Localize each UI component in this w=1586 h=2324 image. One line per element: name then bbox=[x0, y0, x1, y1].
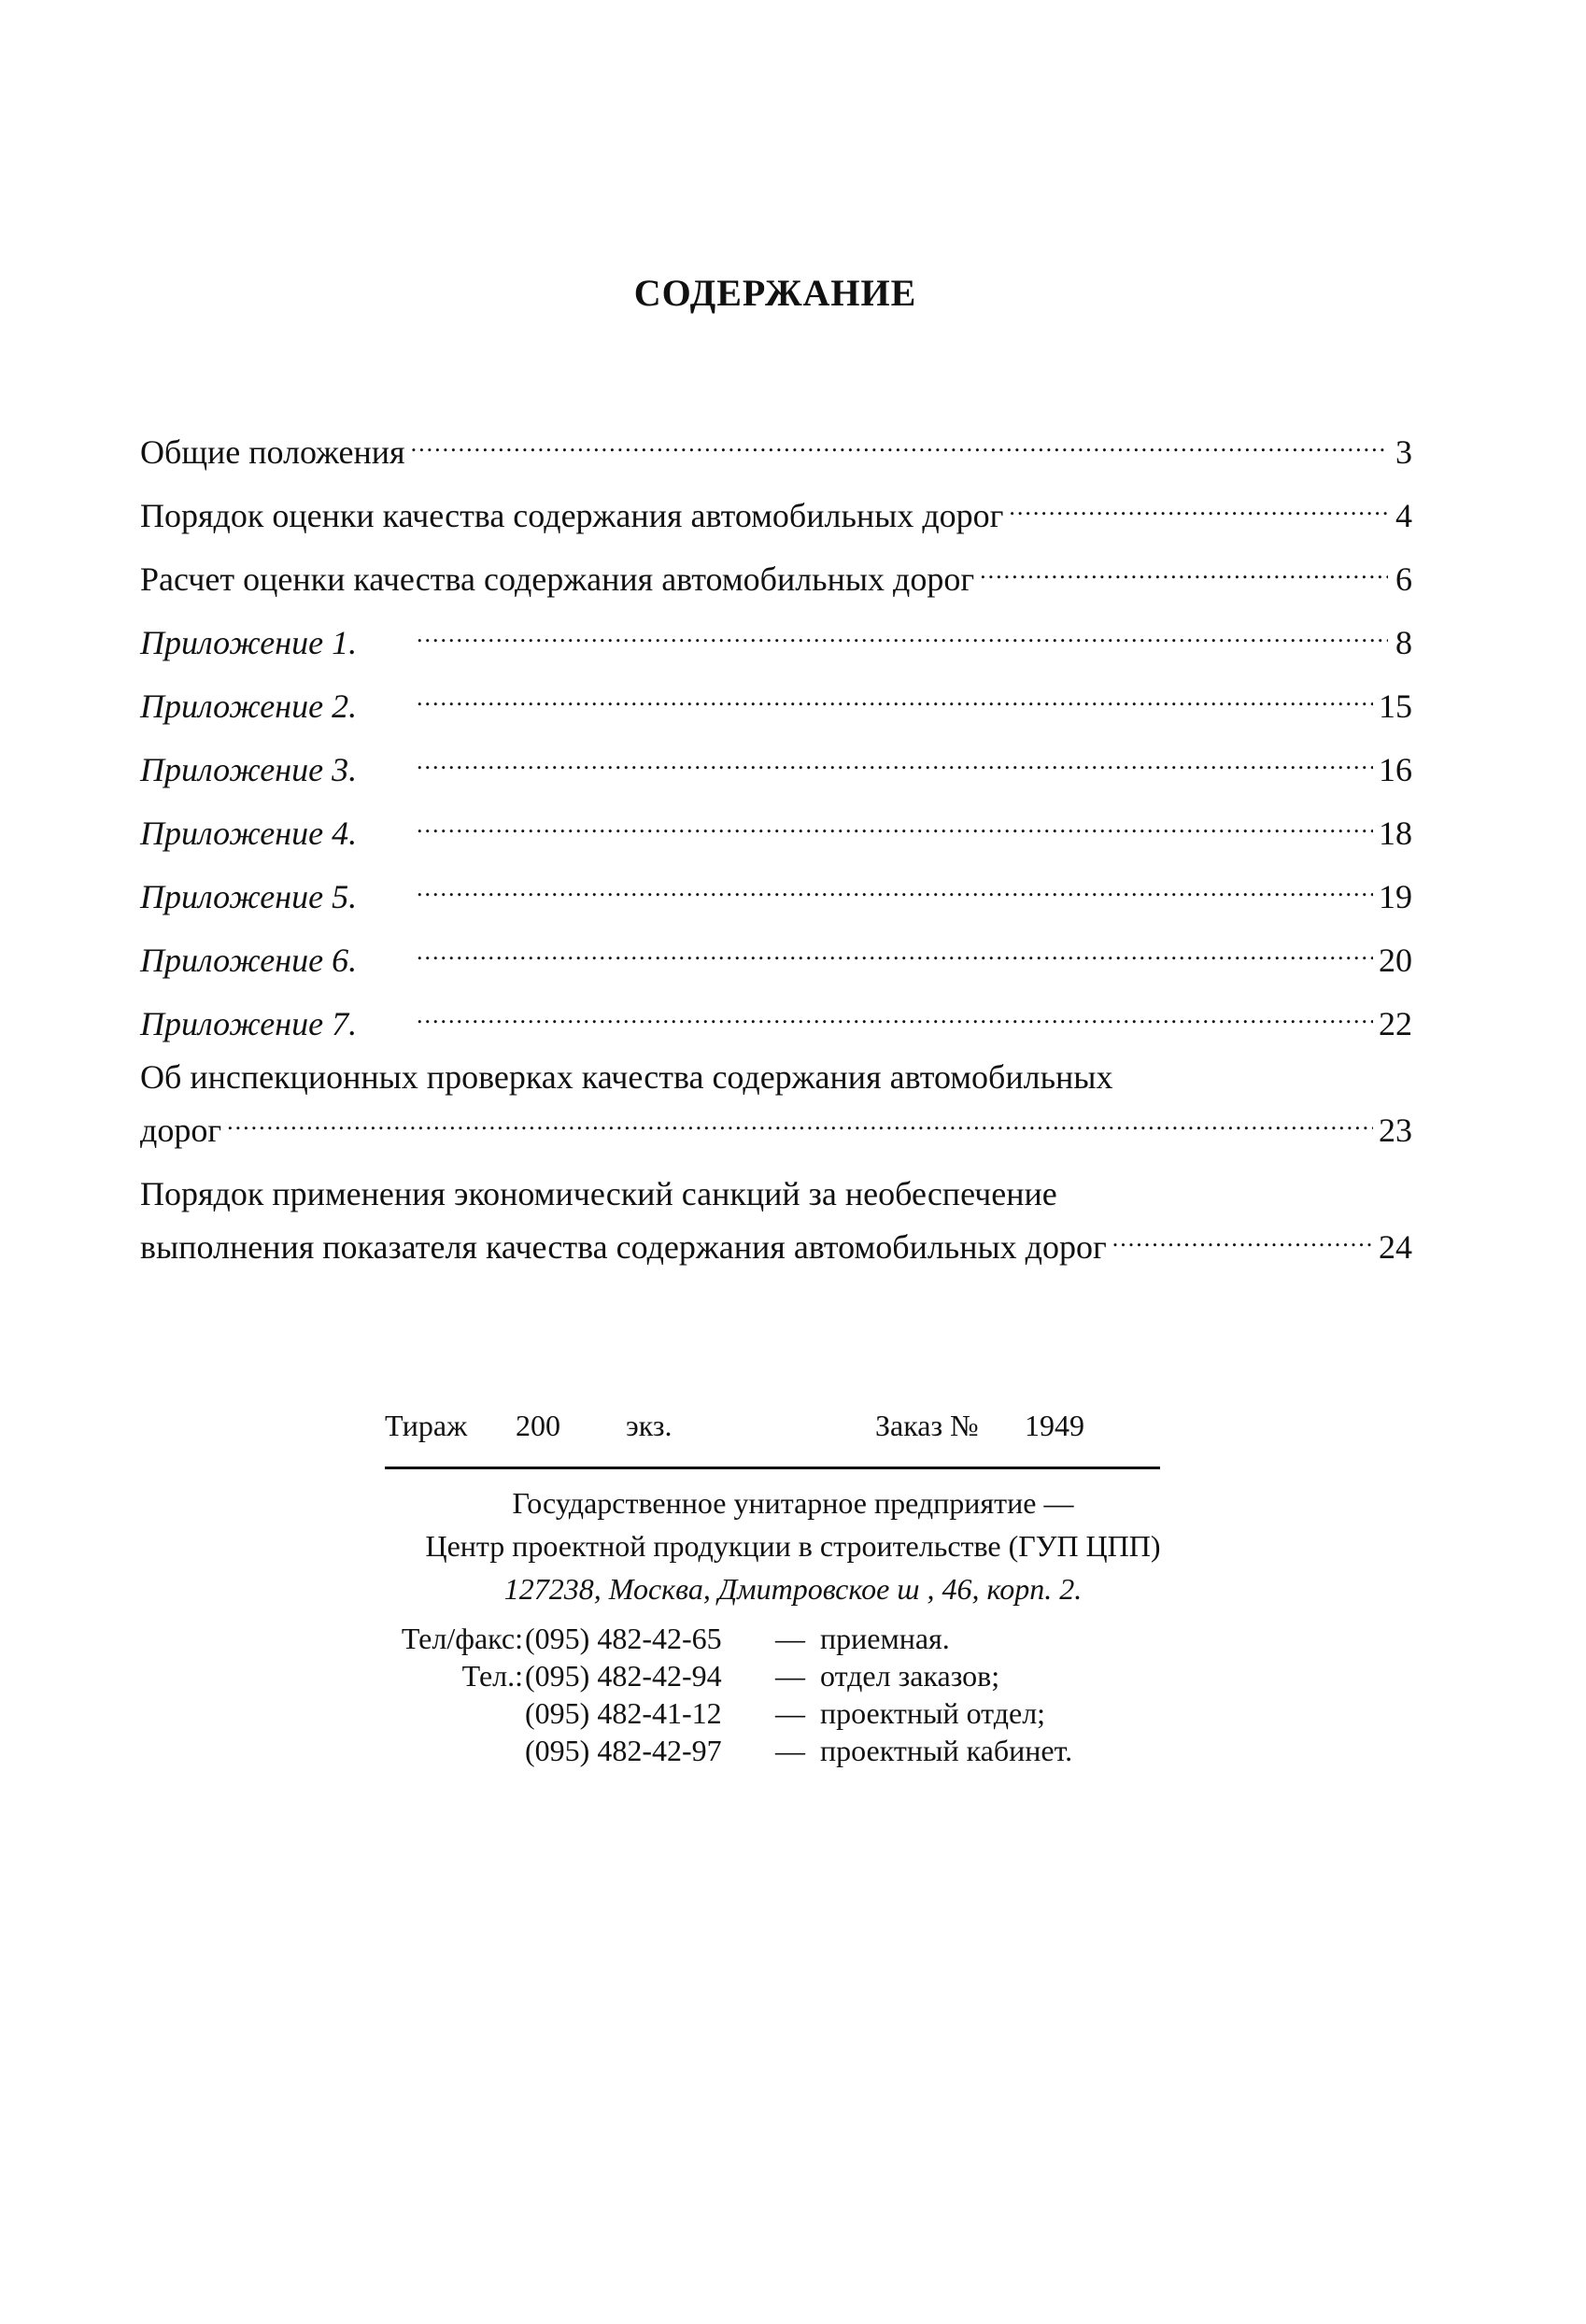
toc-leader-dots bbox=[417, 992, 1373, 1035]
toc-entry-appendix[interactable] bbox=[140, 738, 1412, 788]
toc-entry-label-continued: дорог bbox=[140, 1112, 222, 1149]
toc-entry-label: Приложение 6. bbox=[140, 942, 358, 979]
toc-entry[interactable] bbox=[140, 1172, 1412, 1268]
toc-page-number: 22 bbox=[1379, 1005, 1412, 1042]
toc-page-number: 24 bbox=[1379, 1228, 1412, 1266]
phone-number: (095) 482-42-94 bbox=[525, 1659, 722, 1693]
publisher-info bbox=[0, 1481, 1586, 1610]
phone-dash: — bbox=[775, 1696, 805, 1730]
phone-label: Тел.: bbox=[461, 1659, 523, 1693]
toc-leader-dots bbox=[417, 928, 1373, 971]
toc-page-number: 3 bbox=[1395, 433, 1412, 471]
toc-entry-label: Расчет оценки качества содержания автомобильных дорог bbox=[140, 560, 975, 598]
toc-entry[interactable] bbox=[140, 547, 1412, 598]
toc-entry-label: Общие положения bbox=[140, 433, 405, 471]
phone-row bbox=[0, 1659, 1586, 1696]
phone-number: (095) 482-42-97 bbox=[525, 1734, 722, 1767]
toc-leader-dots bbox=[417, 674, 1373, 717]
toc-leader-dots bbox=[980, 547, 1388, 590]
toc-entry-label: Об инспекционных проверках качества содержания автомобильных bbox=[140, 1058, 1113, 1096]
phone-row bbox=[0, 1696, 1586, 1734]
phone-description: отдел заказов; bbox=[820, 1659, 1000, 1693]
phone-number: (095) 482-41-12 bbox=[525, 1696, 722, 1730]
toc-entry-label: Приложение 3. bbox=[140, 751, 358, 788]
phone-dash: — bbox=[775, 1734, 805, 1767]
phone-description: приемная. bbox=[820, 1622, 950, 1655]
publisher-address: 127238, Москва, Дмитровское ш , 46, корп. 2. bbox=[503, 1572, 1083, 1606]
toc-entry[interactable] bbox=[140, 420, 1412, 471]
toc-page-number: 19 bbox=[1379, 878, 1412, 915]
phone-description: проектный отдел; bbox=[820, 1696, 1046, 1730]
toc-entry-label: Приложение 7. bbox=[140, 1005, 358, 1042]
page-title: СОДЕРЖАНИЕ bbox=[633, 272, 917, 314]
toc-leader-dots bbox=[227, 1098, 1373, 1141]
toc-leader-dots bbox=[1112, 1215, 1373, 1258]
print-run-label: Тираж bbox=[385, 1409, 468, 1442]
phone-dash: — bbox=[775, 1622, 805, 1655]
toc-page-number: 18 bbox=[1379, 815, 1412, 852]
publisher-line-1: Государственное унитарное предприятие — bbox=[512, 1486, 1074, 1520]
print-run-unit: экз. bbox=[626, 1409, 673, 1442]
print-run-value: 200 bbox=[516, 1409, 560, 1442]
toc-entry-label: Порядок оценки качества содержания автомобильных дорог bbox=[140, 497, 1004, 534]
toc-entry-appendix[interactable] bbox=[140, 801, 1412, 852]
toc-leader-dots bbox=[1009, 484, 1388, 527]
toc-entry-label: Приложение 1. bbox=[140, 624, 358, 661]
toc-leader-dots bbox=[417, 611, 1388, 654]
table-of-contents bbox=[140, 420, 1412, 1289]
toc-page-number: 15 bbox=[1379, 687, 1412, 725]
toc-page-number: 23 bbox=[1379, 1112, 1412, 1149]
toc-page-number: 6 bbox=[1395, 560, 1412, 598]
toc-entry-label: Приложение 5. bbox=[140, 878, 358, 915]
toc-leader-dots bbox=[411, 420, 1388, 463]
toc-leader-dots bbox=[417, 738, 1373, 781]
order-value: 1949 bbox=[1025, 1409, 1084, 1442]
toc-entry[interactable] bbox=[140, 484, 1412, 534]
toc-entry-appendix[interactable] bbox=[140, 928, 1412, 979]
print-info-row bbox=[385, 1409, 1160, 1455]
toc-entry-label-continued: выполнения показателя качества содержания автомобильных дорог bbox=[140, 1228, 1107, 1266]
toc-entry[interactable] bbox=[140, 1056, 1412, 1152]
toc-entry-label: Приложение 4. bbox=[140, 815, 358, 852]
order-label: Заказ № bbox=[875, 1409, 979, 1442]
phone-label: Тел/факс: bbox=[401, 1622, 523, 1655]
toc-entry-label: Приложение 2. bbox=[140, 687, 358, 725]
publisher-line-2: Центр проектной продукции в строительстве (ГУП ЦПП) bbox=[425, 1529, 1161, 1563]
phone-description: проектный кабинет. bbox=[820, 1734, 1073, 1767]
toc-page-number: 20 bbox=[1379, 942, 1412, 979]
phone-dash: — bbox=[775, 1659, 805, 1693]
toc-page-number: 8 bbox=[1395, 624, 1412, 661]
toc-entry-appendix[interactable] bbox=[140, 865, 1412, 915]
toc-page-number: 16 bbox=[1379, 751, 1412, 788]
toc-entry-appendix[interactable] bbox=[140, 674, 1412, 725]
toc-entry-label: Порядок применения экономический санкций за необеспечение bbox=[140, 1175, 1057, 1212]
toc-leader-dots bbox=[417, 801, 1373, 844]
phone-row bbox=[0, 1734, 1586, 1771]
phone-number: (095) 482-42-65 bbox=[525, 1622, 722, 1655]
phone-row bbox=[0, 1622, 1586, 1659]
toc-page-number: 4 bbox=[1395, 497, 1412, 534]
toc-entry-appendix[interactable] bbox=[140, 611, 1412, 661]
toc-entry-appendix[interactable] bbox=[140, 992, 1412, 1042]
toc-leader-dots bbox=[417, 865, 1373, 908]
imprint-divider bbox=[385, 1467, 1160, 1469]
